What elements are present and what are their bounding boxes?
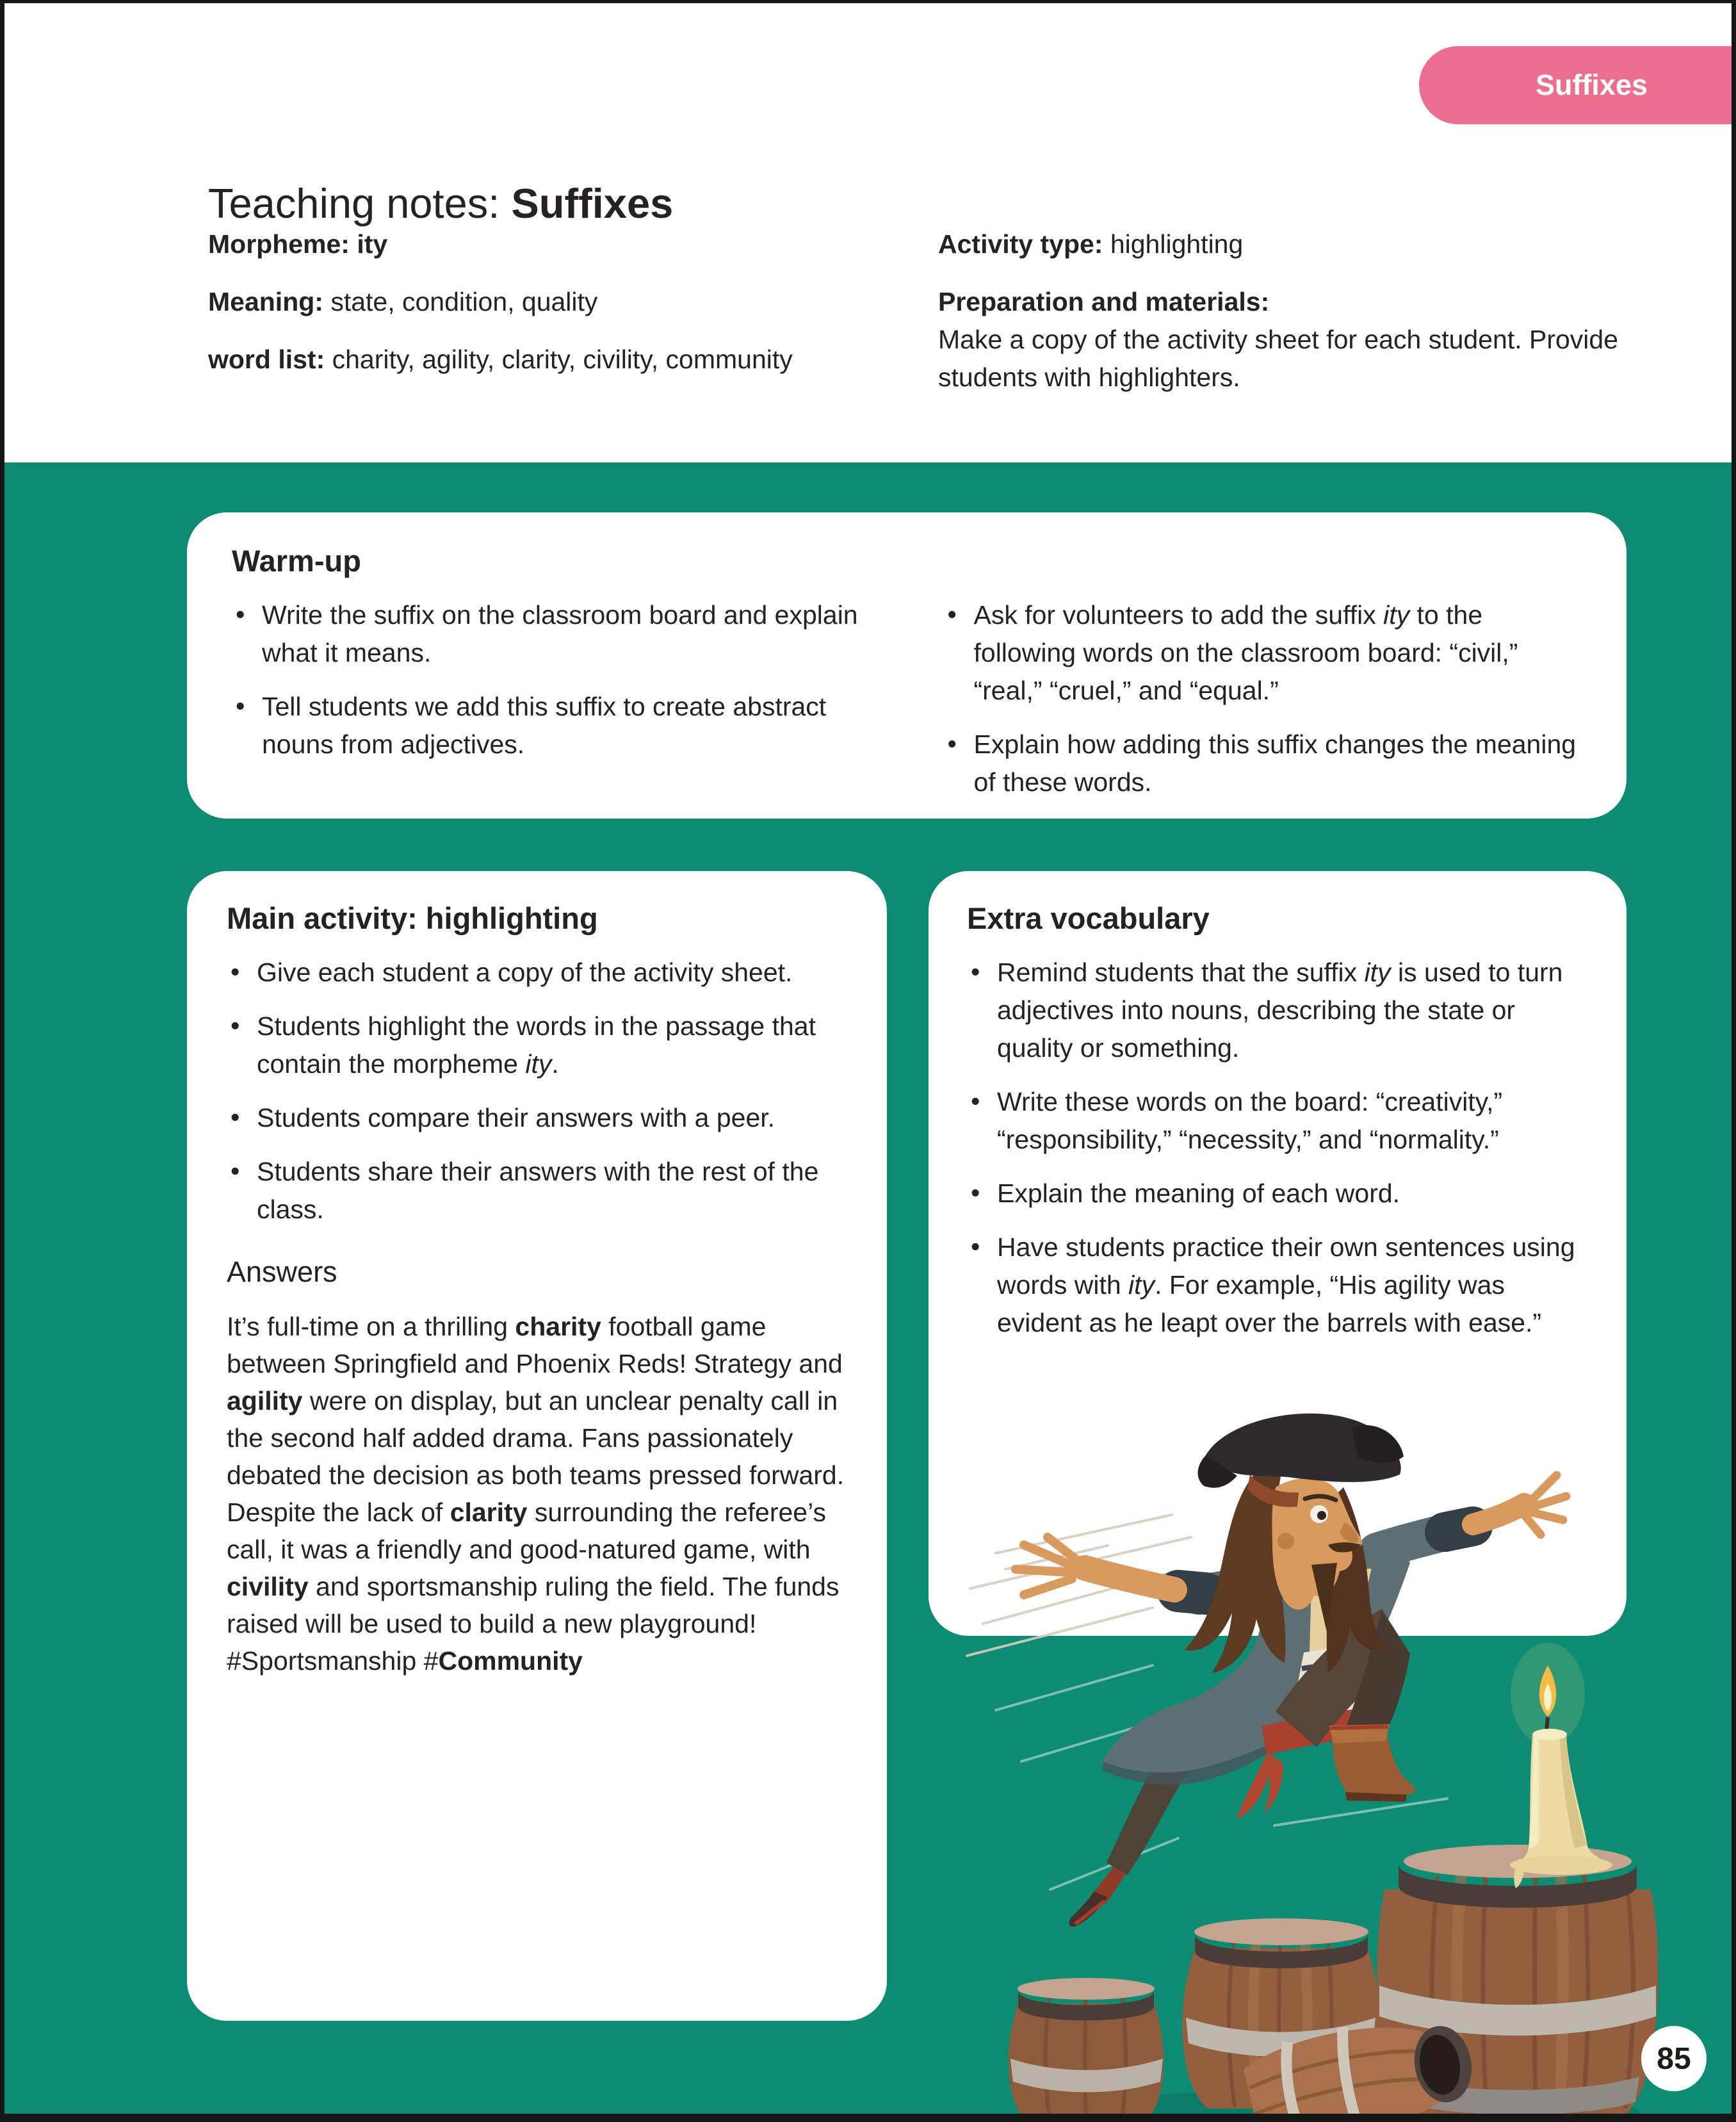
bullet-item: • Explain how adding this suffix changes the meaning of these words. — [944, 726, 1582, 801]
bullet-item: • Students highlight the words in the passage that contain the morpheme ity. — [227, 1008, 847, 1083]
answers-passage: It’s full-time on a thrilling charity football game between Springfield and Phoenix Reds! Strategy and agility were on display, but an unclear penalty call in the second half added drama. Fans passionately debated the decision as both teams pressed forward. Despite the lack of clarity surrounding the referee’s call, it was a friendly and good-natured game, with civility and sportsmanship ruling the field. The funds raised will be used to build a new playground! #Sportsmanship #Community — [227, 1312, 845, 1676]
main-activity-title: Main activity: highlighting — [227, 901, 598, 935]
bullet-item: • Students compare their answers with a peer. — [227, 1099, 847, 1137]
bullet-item: • Students share their answers with the rest of the class. — [227, 1153, 847, 1228]
rear-hand — [1016, 1537, 1076, 1595]
meta-preparation-label: Preparation and materials: — [938, 287, 1270, 316]
bullet-item: • Ask for volunteers to add the suffix ity to the following words on the classroom board: “civil,” “real,” “cruel,” and “equal.” — [944, 596, 1582, 710]
page-title — [208, 179, 673, 227]
pirate-illustration — [961, 1377, 1736, 2122]
bullet-item: • Have students practice their own sentences using words with ity. For example, “His agility was evident as he leapt over the barrels with ease.” — [967, 1228, 1588, 1342]
bullet-item: • Remind students that the suffix ity is used to turn adjectives into nouns, describing the state or quality or something. — [967, 954, 1588, 1067]
warmup-columns — [232, 596, 1582, 817]
warmup-right-list — [944, 596, 1582, 817]
main-activity-card — [187, 871, 887, 2021]
meta-activity-type: Activity type: highlighting — [938, 229, 1244, 259]
bullet-item: • Write the suffix on the classroom board and explain what it means. — [232, 596, 870, 672]
chapter-badge — [1419, 46, 1736, 124]
front-hand — [1525, 1475, 1566, 1535]
meta-column-left — [208, 225, 893, 398]
warmup-card — [187, 512, 1626, 819]
page-title-topic: Suffixes — [511, 179, 674, 227]
teal-section — [0, 462, 1736, 2122]
bullet-item: • Give each student a copy of the activity sheet. — [227, 954, 847, 992]
meta-word-list: word list: charity, agility, clarity, civility, community — [208, 345, 793, 374]
answers-heading: Answers — [227, 1255, 337, 1288]
main-activity-list — [227, 954, 847, 1228]
bullet-item: • Tell students we add this suffix to create abstract nouns from adjectives. — [232, 688, 870, 763]
page-number-badge — [1641, 2026, 1707, 2091]
extra-vocabulary-list — [967, 954, 1588, 1342]
meta-column-right — [938, 225, 1623, 396]
warmup-left-list — [232, 596, 870, 817]
barrel-left — [1009, 1978, 1164, 2122]
meta-preparation-text: Make a copy of the activity sheet for each student. Provide students with highlighters. — [938, 325, 1619, 392]
extra-vocabulary-title: Extra vocabulary — [967, 901, 1210, 935]
warmup-title: Warm-up — [232, 544, 361, 578]
bullet-item: • Write these words on the board: “creativity,” “responsibility,” “necessity,” and “normality.” — [967, 1083, 1588, 1159]
bullet-item: • Explain the meaning of each word. — [967, 1175, 1588, 1212]
page-title-prefix: Teaching notes: — [208, 179, 512, 227]
meta-meaning: Meaning: state, condition, quality — [208, 287, 598, 316]
page-number: 85 — [1657, 2041, 1691, 2076]
chapter-badge-label: Suffixes — [1535, 69, 1648, 101]
meta-morpheme: Morpheme: ity — [208, 229, 388, 259]
pirate-hat — [1198, 1414, 1404, 1488]
